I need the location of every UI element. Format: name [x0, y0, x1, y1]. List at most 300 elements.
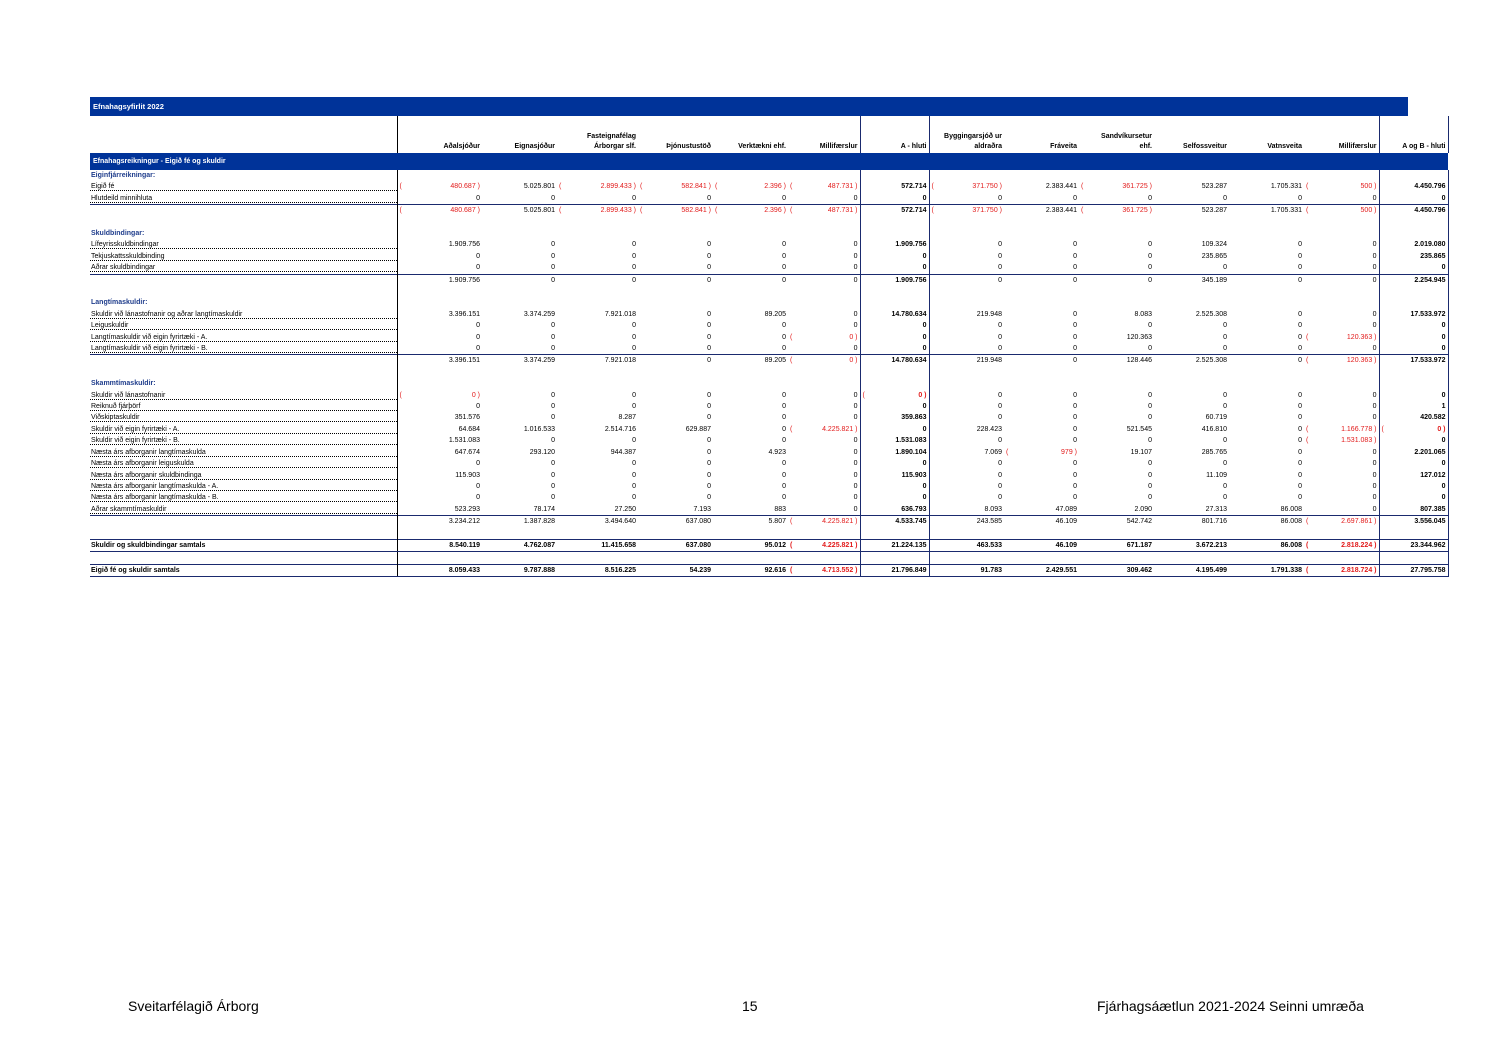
paren-open: [713, 332, 721, 343]
value-cell: 0: [853, 264, 858, 272]
paren-open: [482, 286, 490, 297]
paren-open: [397, 412, 405, 423]
paren-open: [638, 309, 646, 320]
paren-open: [638, 332, 646, 343]
value-cell: 21.224.135: [868, 539, 929, 551]
paren-open: [1004, 309, 1012, 320]
table-row: [90, 332, 1448, 343]
row-label-text: Skuldir við eigin fyrirtæki - A.: [91, 425, 180, 433]
paren-open: [788, 217, 796, 228]
paren-open: [788, 228, 796, 239]
column-header: A - hluti: [900, 143, 927, 150]
paren-open: [1379, 251, 1387, 262]
value-cell: 0: [1148, 241, 1152, 249]
table-row: [90, 193, 1448, 205]
paren-open: (: [1379, 424, 1387, 435]
value-cell: 1.705.331: [1270, 183, 1302, 191]
paren-open: (: [640, 183, 643, 191]
paren-open: [860, 378, 868, 389]
paren-open: [1304, 343, 1312, 355]
value-cell: 219.948: [937, 355, 1004, 367]
paren-open: [1004, 239, 1012, 250]
row-label-text: Skuldir við lánastofnanir og aðrar langtímaskuldir: [91, 310, 243, 318]
paren-open: [397, 447, 405, 458]
paren-open: [1004, 481, 1012, 492]
paren-open: (: [790, 333, 793, 341]
value-cell: [1087, 286, 1154, 297]
value-cell: 979 ): [1061, 448, 1077, 456]
value-cell: 0: [1298, 391, 1302, 399]
value-cell: 0: [707, 322, 711, 330]
paren-open: [638, 367, 646, 378]
value-cell: 371.750 ): [972, 183, 1002, 191]
value-cell: 11.415.658: [565, 539, 638, 551]
header-spacer: [482, 116, 490, 153]
value-cell: [796, 286, 860, 297]
paren-open: (: [788, 564, 796, 576]
paren-open: [1079, 516, 1087, 528]
paren-open: [1379, 286, 1387, 297]
value-cell: 0: [782, 403, 786, 411]
paren-open: [788, 239, 796, 250]
paren-open: [397, 378, 405, 389]
value-cell: 0: [853, 482, 858, 490]
paren-open: [929, 274, 937, 286]
paren-open: [860, 262, 868, 274]
value-cell: 8.059.433: [405, 564, 482, 576]
row-label-text: Skuldir við eigin fyrirtæki - B.: [91, 437, 180, 445]
paren-open: [1154, 286, 1162, 297]
value-cell: 0: [1372, 460, 1377, 468]
value-cell: 420.582: [1387, 412, 1448, 423]
paren-open: [638, 424, 646, 435]
paren-open: [482, 481, 490, 492]
paren-open: [638, 492, 646, 503]
paren-open: (: [788, 355, 796, 367]
value-cell: 416.810: [1201, 425, 1227, 433]
paren-open: [929, 343, 937, 355]
paren-open: [1304, 297, 1312, 308]
row-label: [90, 332, 397, 343]
row-label: [90, 504, 397, 516]
value-cell: 944.387: [610, 448, 636, 456]
value-cell: 2.254.945: [1387, 274, 1448, 286]
value-cell: [868, 552, 929, 564]
value-cell: 2.090: [1134, 505, 1152, 513]
paren-open: [860, 320, 868, 331]
value-cell: 0: [565, 274, 638, 286]
value-cell: [1012, 367, 1079, 378]
paren-open: [1079, 424, 1087, 435]
value-cell: 86.008: [1237, 539, 1304, 551]
value-cell: 0: [1387, 332, 1448, 343]
value-cell: 0: [1298, 333, 1302, 341]
paren-open: [788, 343, 796, 355]
value-cell: 0: [1223, 494, 1227, 502]
value-cell: 0: [853, 460, 858, 468]
value-cell: 89.205: [764, 310, 786, 318]
section-band-title: Efnahagsreikningur - Eigið fé og skuldir: [90, 153, 1448, 170]
value-cell: [1387, 367, 1448, 378]
paren-open: [1379, 470, 1387, 481]
row-label: [90, 412, 397, 423]
value-cell: 0: [632, 333, 636, 341]
value-cell: 54.239: [646, 564, 713, 576]
paren-open: [713, 401, 721, 412]
paren-open: [1079, 401, 1087, 412]
table-row: [90, 458, 1448, 469]
column-header: Selfossveitur: [1183, 143, 1227, 150]
paren-open: [788, 481, 796, 492]
value-cell: 0: [853, 505, 858, 513]
value-cell: [1162, 170, 1229, 181]
value-cell: 582.841 ): [681, 183, 711, 191]
paren-open: [1079, 492, 1087, 503]
value-cell: 0: [551, 482, 555, 490]
row-label-text: Viðskiptaskuldir: [91, 414, 140, 422]
value-cell: 0: [551, 322, 555, 330]
paren-open: [638, 552, 646, 564]
paren-open: [860, 552, 868, 564]
paren-open: [929, 170, 937, 181]
value-cell: 0: [1148, 482, 1152, 490]
value-cell: 0: [707, 264, 711, 272]
paren-open: (: [1306, 425, 1309, 433]
paren-open: [557, 378, 565, 389]
value-cell: [1012, 286, 1079, 297]
paren-open: [1079, 552, 1087, 564]
value-cell: [405, 170, 482, 181]
value-cell: 1.531.083 ): [1341, 437, 1377, 445]
paren-open: [1154, 424, 1162, 435]
table-row: [90, 492, 1448, 503]
value-cell: 0: [998, 471, 1002, 479]
value-cell: [937, 297, 1004, 308]
paren-open: [1379, 274, 1387, 286]
header-spacer: [1004, 116, 1012, 153]
paren-open: [713, 516, 721, 528]
value-cell: 0: [632, 241, 636, 249]
value-cell: 0: [1372, 264, 1377, 272]
paren-open: [788, 297, 796, 308]
paren-open: [557, 332, 565, 343]
value-cell: 0: [782, 460, 786, 468]
value-cell: 14.780.634: [891, 310, 927, 318]
value-cell: 21.796.849: [868, 564, 929, 576]
paren-open: [1004, 564, 1012, 576]
paren-open: (: [790, 183, 793, 191]
paren-open: [482, 205, 490, 217]
value-cell: [490, 170, 557, 181]
value-cell: 0: [1073, 264, 1077, 272]
row-label: [90, 470, 397, 481]
value-cell: 86.008: [1237, 516, 1304, 528]
row-label: [90, 401, 397, 412]
value-cell: 7.921.018: [565, 355, 638, 367]
paren-open: [1154, 435, 1162, 446]
paren-open: [1379, 481, 1387, 492]
table-row: [90, 181, 1448, 192]
sheet-title: Efnahagsyfirlit 2022: [90, 97, 1408, 116]
paren-open: [1229, 458, 1237, 469]
column-header-row: [90, 116, 1448, 153]
spacer-cell: [90, 367, 397, 378]
paren-open: [1229, 412, 1237, 423]
table-row: [90, 481, 1448, 492]
value-cell: 1: [1387, 401, 1448, 412]
paren-open: [397, 504, 405, 516]
paren-open: [1154, 297, 1162, 308]
value-cell: [490, 367, 557, 378]
paren-open: [929, 286, 937, 297]
paren-open: [557, 343, 565, 355]
paren-open: [1379, 528, 1387, 540]
paren-open: [638, 516, 646, 528]
paren-open: [1004, 424, 1012, 435]
paren-open: [1229, 205, 1237, 217]
value-cell: [937, 217, 1004, 228]
value-cell: [1162, 528, 1229, 540]
paren-open: [1079, 170, 1087, 181]
value-cell: 0: [1073, 482, 1077, 490]
paren-open: (: [1304, 564, 1312, 576]
value-cell: 0: [1298, 494, 1302, 502]
paren-open: [1004, 458, 1012, 469]
value-cell: [721, 367, 788, 378]
value-cell: [1162, 378, 1229, 389]
value-cell: [1237, 528, 1304, 540]
value-cell: [1237, 217, 1304, 228]
paren-open: [1379, 309, 1387, 320]
paren-open: [860, 332, 868, 343]
paren-open: [482, 309, 490, 320]
value-cell: 4.450.796: [1387, 181, 1448, 192]
paren-open: [788, 447, 796, 458]
paren-open: [1229, 343, 1237, 355]
spacer-row: [90, 367, 1448, 378]
paren-open: [1379, 516, 1387, 528]
paren-open: [1229, 286, 1237, 297]
paren-open: [1004, 320, 1012, 331]
value-cell: 0: [937, 274, 1004, 286]
paren-open: [557, 552, 565, 564]
paren-open: [860, 217, 868, 228]
paren-open: [482, 435, 490, 446]
value-cell: 0: [922, 403, 927, 411]
value-cell: [1312, 286, 1379, 297]
paren-open: [557, 401, 565, 412]
value-cell: [1012, 378, 1079, 389]
paren-open: [557, 274, 565, 286]
value-cell: 0: [632, 403, 636, 411]
paren-open: [929, 412, 937, 423]
row-label-text: Næsta árs afborganir leiguskulda: [91, 460, 194, 468]
spacer-row: [90, 286, 1448, 297]
value-cell: 1.909.756: [448, 241, 480, 249]
paren-open: [713, 528, 721, 540]
paren-open: [1154, 251, 1162, 262]
value-cell: [1012, 228, 1079, 239]
value-cell: 0 ): [471, 391, 480, 399]
value-cell: 480.687 ): [405, 205, 482, 217]
value-cell: 4.762.087: [490, 539, 557, 551]
value-cell: 2.429.551: [1012, 564, 1079, 576]
paren-open: [1004, 193, 1012, 205]
paren-open: [1229, 552, 1237, 564]
value-cell: [937, 367, 1004, 378]
value-cell: [796, 217, 860, 228]
paren-open: [1154, 504, 1162, 516]
value-cell: 487.731 ): [827, 183, 858, 191]
paren-open: (: [713, 205, 721, 217]
paren-open: [1079, 367, 1087, 378]
paren-open: [397, 343, 405, 355]
paren-open: [397, 332, 405, 343]
paren-open: [1229, 564, 1237, 576]
value-cell: [646, 228, 713, 239]
value-cell: [565, 170, 638, 181]
paren-open: [557, 286, 565, 297]
value-cell: 0: [1298, 310, 1302, 318]
value-cell: 0: [1148, 414, 1152, 422]
paren-open: [860, 504, 868, 516]
value-cell: 2.899.433 ): [565, 205, 638, 217]
paren-open: [929, 297, 937, 308]
paren-open: [482, 170, 490, 181]
value-cell: [1237, 286, 1304, 297]
value-cell: 0: [632, 494, 636, 502]
paren-open: [860, 516, 868, 528]
table-row: [90, 239, 1448, 250]
paren-open: [1229, 170, 1237, 181]
paren-open: [1379, 504, 1387, 516]
value-cell: 0: [1298, 194, 1302, 202]
value-cell: 523.287: [1201, 183, 1227, 191]
paren-open: [713, 170, 721, 181]
value-cell: 359.863: [901, 414, 927, 422]
table-row: [90, 435, 1448, 446]
paren-open: [557, 492, 565, 503]
paren-open: (: [1304, 355, 1312, 367]
paren-open: [397, 286, 405, 297]
paren-open: [482, 458, 490, 469]
paren-open: [788, 412, 796, 423]
value-cell: 0: [707, 414, 711, 422]
paren-open: [638, 193, 646, 205]
paren-open: [557, 228, 565, 239]
row-label-text: Leiguskuldir: [91, 322, 129, 330]
paren-open: [1304, 470, 1312, 481]
value-cell: 0: [853, 403, 858, 411]
balance-table: [90, 116, 1449, 577]
table-row: [90, 251, 1448, 262]
value-cell: [1312, 217, 1379, 228]
row-label: [90, 193, 397, 205]
value-cell: 0: [998, 345, 1002, 353]
value-cell: 0: [1298, 448, 1302, 456]
value-cell: [1387, 286, 1448, 297]
value-cell: 0: [1223, 403, 1227, 411]
value-cell: [405, 378, 482, 389]
paren-open: [482, 297, 490, 308]
paren-open: [638, 564, 646, 576]
value-cell: 4.450.796: [1387, 205, 1448, 217]
value-cell: 4.923: [768, 448, 786, 456]
paren-open: [860, 367, 868, 378]
value-cell: [796, 297, 860, 308]
paren-open: [1079, 320, 1087, 331]
paren-open: (: [638, 205, 646, 217]
column-header: Vatnsveita: [1267, 143, 1302, 150]
value-cell: 1.909.756: [895, 241, 927, 249]
paren-open: [397, 458, 405, 469]
paren-open: [1154, 412, 1162, 423]
value-cell: 0: [1073, 494, 1077, 502]
paren-open: [638, 401, 646, 412]
paren-open: (: [860, 390, 868, 401]
paren-open: [1079, 355, 1087, 367]
value-cell: [565, 286, 638, 297]
paren-open: [1229, 228, 1237, 239]
paren-open: [788, 251, 796, 262]
value-cell: [1012, 170, 1079, 181]
value-cell: [1087, 528, 1154, 540]
paren-open: [1379, 552, 1387, 564]
paren-open: [1004, 274, 1012, 286]
value-cell: 0: [782, 471, 786, 479]
value-cell: 120.363 ): [1312, 355, 1379, 367]
value-cell: 120.363: [1126, 333, 1152, 341]
paren-open: [482, 367, 490, 378]
value-cell: 0: [707, 333, 711, 341]
value-cell: 2.697.861 ): [1312, 516, 1379, 528]
value-cell: [1162, 297, 1229, 308]
paren-open: (: [929, 205, 937, 217]
paren-open: [1004, 332, 1012, 343]
paren-open: [860, 470, 868, 481]
value-cell: 0: [782, 425, 786, 433]
paren-open: [788, 504, 796, 516]
value-cell: 0: [1223, 437, 1227, 445]
value-cell: 0: [922, 252, 927, 260]
paren-open: [1304, 217, 1312, 228]
paren-open: [482, 447, 490, 458]
paren-open: [929, 435, 937, 446]
paren-open: [788, 492, 796, 503]
row-label-text: Næsta árs afborganir skuldbindinga: [91, 471, 202, 479]
value-cell: 0: [782, 482, 786, 490]
value-cell: 0: [707, 391, 711, 399]
paren-open: [1079, 564, 1087, 576]
row-label: [90, 239, 397, 250]
paren-open: [713, 424, 721, 435]
value-cell: 0: [551, 414, 555, 422]
paren-open: [557, 412, 565, 423]
row-label-text: Eigið fé: [91, 183, 115, 191]
paren-open: [1229, 251, 1237, 262]
paren-open: [482, 217, 490, 228]
value-cell: [868, 286, 929, 297]
paren-open: [482, 552, 490, 564]
value-cell: 4.195.499: [1162, 564, 1229, 576]
value-cell: [405, 552, 482, 564]
paren-open: [1304, 412, 1312, 423]
paren-open: [929, 320, 937, 331]
value-cell: 0: [1073, 194, 1077, 202]
row-label: [90, 320, 397, 331]
value-cell: 7.921.018: [604, 310, 636, 318]
value-cell: 521.545: [1126, 425, 1152, 433]
